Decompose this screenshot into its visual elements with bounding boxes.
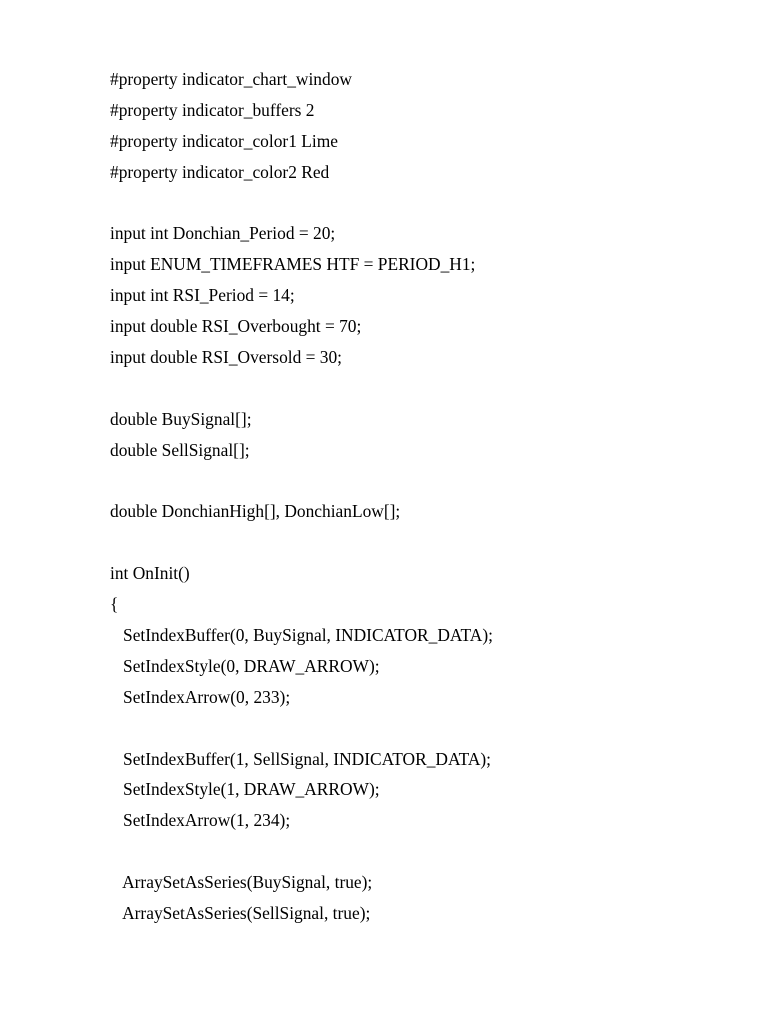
code-line: input double RSI_Oversold = 30; xyxy=(110,347,343,368)
code-line: #property indicator_chart_window xyxy=(110,69,352,89)
code-line: SetIndexStyle(1, DRAW_ARROW); xyxy=(110,779,380,800)
blank-line xyxy=(110,188,493,219)
blank-line xyxy=(110,713,493,744)
code-line: SetIndexArrow(1, 234); xyxy=(110,810,291,831)
code-line: int OnInit() xyxy=(110,563,190,584)
code-line: input int RSI_Period = 14; xyxy=(110,285,295,306)
code-body xyxy=(110,64,493,929)
code-line: double SellSignal[]; xyxy=(110,439,250,460)
code-line: SetIndexArrow(0, 233); xyxy=(110,686,291,707)
code-line: SetIndexStyle(0, DRAW_ARROW); xyxy=(110,655,380,676)
code-line: { xyxy=(110,594,119,615)
code-line: SetIndexBuffer(0, BuySignal, INDICATOR_DATA); xyxy=(110,625,493,646)
code-line: SetIndexBuffer(1, SellSignal, INDICATOR_DATA); xyxy=(110,748,492,769)
code-line: input double RSI_Overbought = 70; xyxy=(110,316,362,337)
code-line: ArraySetAsSeries(BuySignal, true); xyxy=(110,872,373,893)
code-line: double DonchianHigh[], DonchianLow[]; xyxy=(110,501,401,522)
code-line: double BuySignal[]; xyxy=(110,408,252,429)
blank-line xyxy=(110,527,493,558)
code-line: ArraySetAsSeries(SellSignal, true); xyxy=(110,903,371,924)
blank-line xyxy=(110,373,493,404)
blank-line xyxy=(110,466,493,497)
blank-line xyxy=(110,836,493,867)
code-line: #property indicator_color2 Red xyxy=(110,161,330,182)
code-line: input int Donchian_Period = 20; xyxy=(110,223,336,244)
code-line: #property indicator_color1 Lime xyxy=(110,130,338,151)
code-line: #property indicator_buffers 2 xyxy=(110,99,315,120)
code-line: input ENUM_TIMEFRAMES HTF = PERIOD_H1; xyxy=(110,254,476,275)
